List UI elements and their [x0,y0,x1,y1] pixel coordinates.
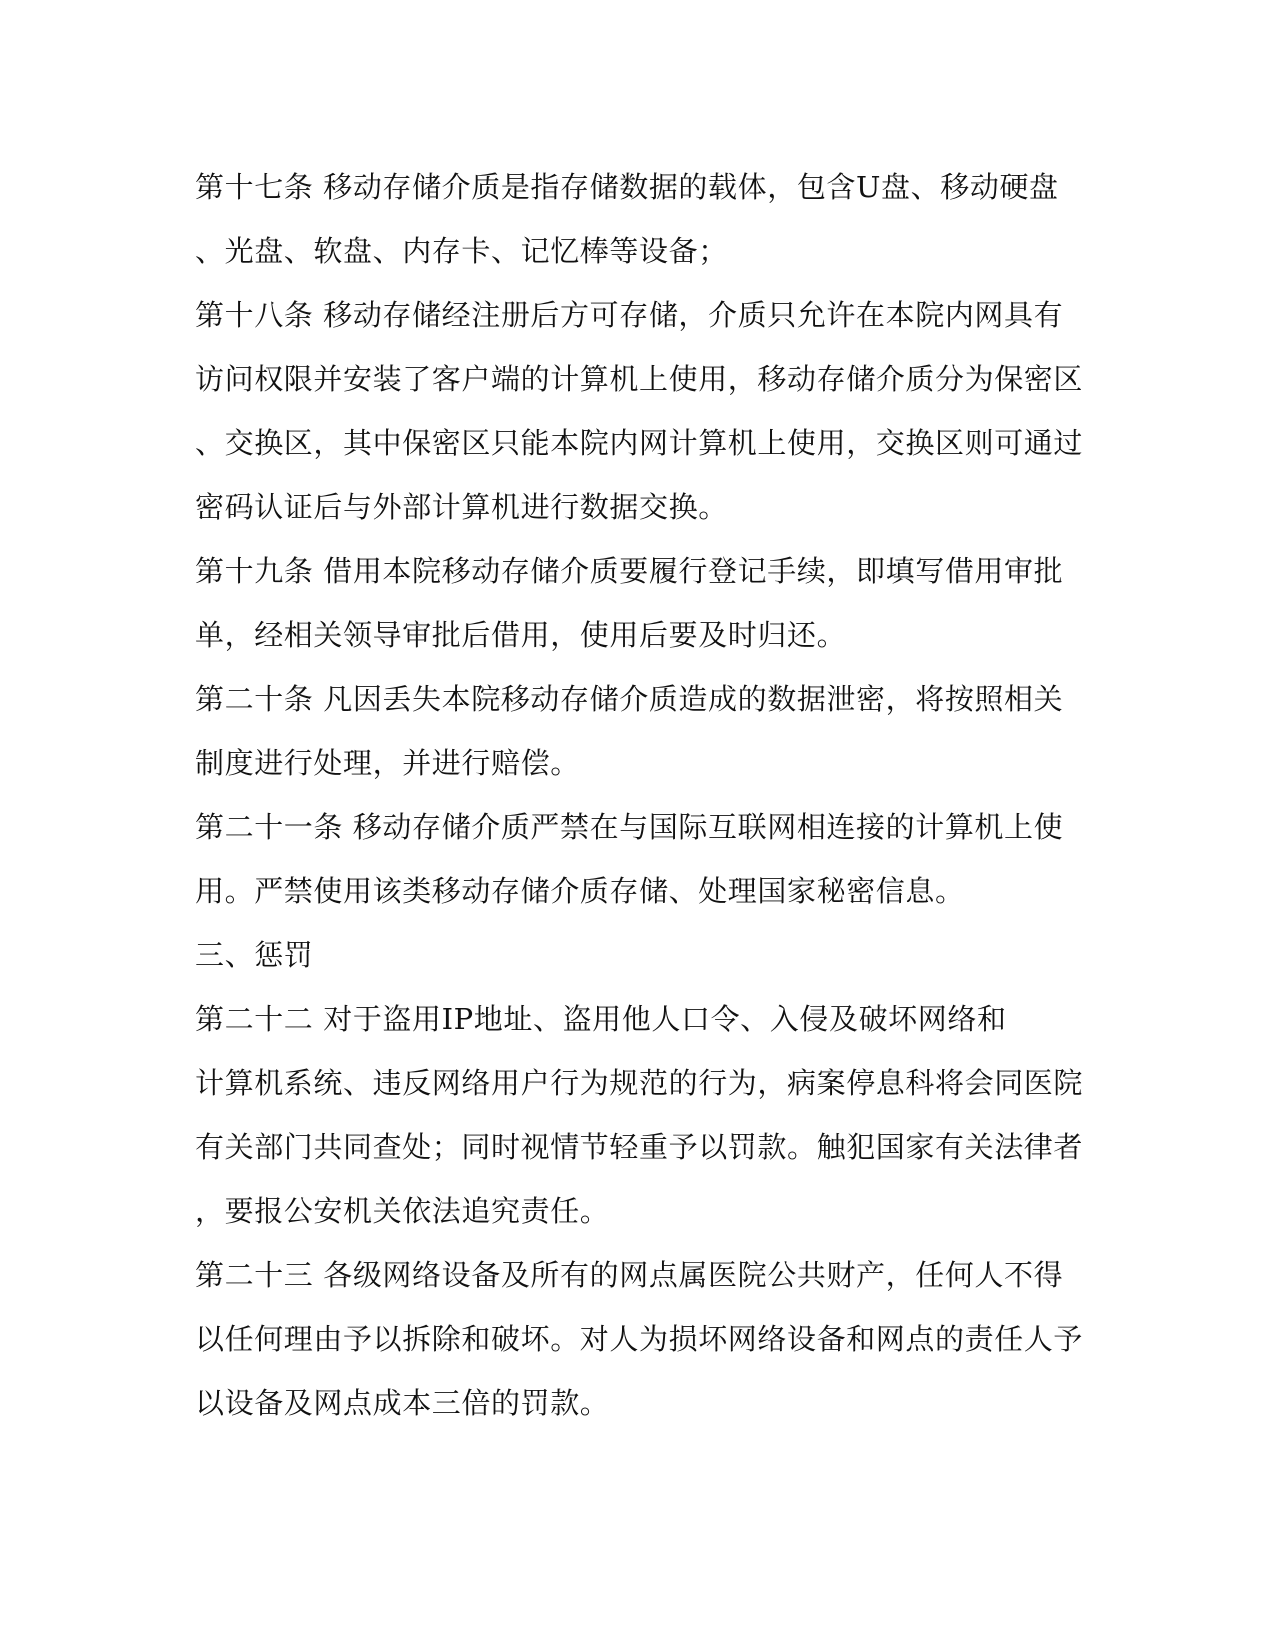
text-line: 计算机系统、违反网络用户行为规范的行为，病案停息科将会同医院 [195,1066,1084,1100]
text-line: 密码认证后与外部计算机进行数据交换。 [195,490,728,524]
text-line: 第十七条 移动存储介质是指存储数据的载体，包含U盘、移动硬盘 [195,170,1059,204]
text-line: 第二十一条 移动存储介质严禁在与国际互联网相连接的计算机上使 [195,810,1064,844]
text-line: 单，经相关领导审批后借用，使用后要及时归还。 [195,618,847,652]
text-line: ，要报公安机关依法追究责任。 [195,1194,610,1228]
text-line: 制度进行处理，并进行赔偿。 [195,746,580,780]
document-body [195,155,1084,1435]
text-line: 第二十三 各级网络设备及所有的网点属医院公共财产，任何人不得 [195,1258,1064,1292]
text-line: 第二十条 凡因丢失本院移动存储介质造成的数据泄密，将按照相关 [195,682,1064,716]
text-line: 访问权限并安装了客户端的计算机上使用，移动存储介质分为保密区 [195,362,1084,396]
text-line: 第十九条 借用本院移动存储介质要履行登记手续，即填写借用审批 [195,554,1064,588]
text-line: 、光盘、软盘、内存卡、记忆棒等设备； [195,234,728,268]
text-line: 以设备及网点成本三倍的罚款。 [195,1386,610,1420]
text-line: 第十八条 移动存储经注册后方可存储，介质只允许在本院内网具有 [195,298,1064,332]
text-line: 有关部门共同查处；同时视情节轻重予以罚款。触犯国家有关法律者 [195,1130,1084,1164]
text-line: 第二十二 对于盗用IP地址、盗用他人口令、入侵及破坏网络和 [195,1002,1007,1036]
text-line: 以任何理由予以拆除和破坏。对人为损坏网络设备和网点的责任人予 [195,1322,1084,1356]
section-heading: 三、惩罚 [195,938,314,972]
text-line: 、交换区，其中保密区只能本院内网计算机上使用，交换区则可通过 [195,426,1084,460]
text-line: 用。严禁使用该类移动存储介质存储、处理国家秘密信息。 [195,874,965,908]
